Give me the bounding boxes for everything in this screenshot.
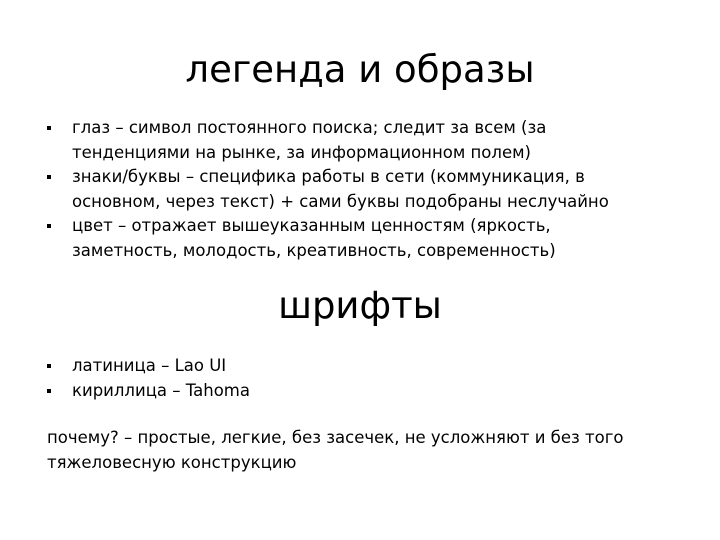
list-item-text: знаки/буквы – специфика работы в сети (коммуникация, в основном, через текст) + сами буквы подобраны неслучайно [72, 167, 609, 211]
fonts-bullet-list [0, 354, 632, 403]
bullet-square-icon [47, 224, 51, 228]
bullet-square-icon [47, 126, 51, 130]
fonts-rationale-note: почему? – простые, легкие, без засечек, не усложняют и без того тяжеловесную конструкцию [47, 428, 624, 472]
section-title-fonts: шрифты [278, 284, 442, 327]
list-item [0, 165, 632, 214]
legend-bullet-list [0, 116, 632, 263]
list-item-text: кириллица – Tahoma [72, 380, 250, 400]
list-item-text: латиница – Lao UI [72, 356, 227, 375]
list-item-text: цвет – отражает вышеуказанным ценностям (яркость, заметность, молодость, креативность, современность) [72, 216, 556, 260]
list-item [0, 214, 632, 263]
list-item [0, 116, 632, 165]
bullet-square-icon [47, 364, 51, 368]
list-item-text: глаз – символ постоянного поиска; следит за всем (за тенденциями на рынке, за информационном полем) [72, 118, 547, 162]
bullet-square-icon [47, 175, 51, 179]
bullet-square-icon [47, 389, 51, 393]
list-item [0, 354, 632, 379]
list-item [0, 379, 632, 404]
section-title-legend: легенда и образы [185, 48, 535, 91]
